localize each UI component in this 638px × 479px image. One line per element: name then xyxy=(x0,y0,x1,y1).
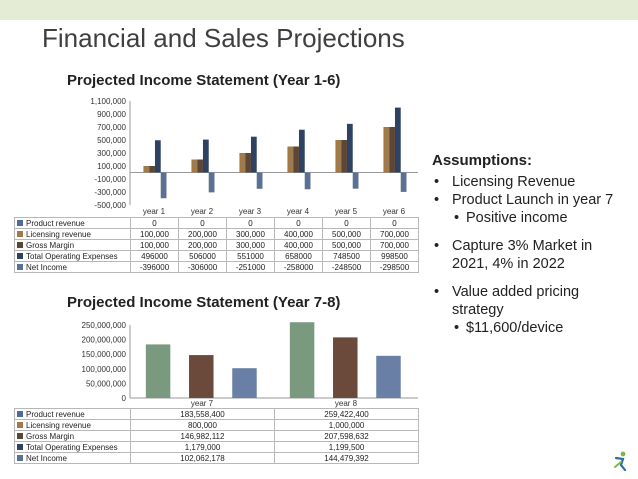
category-label: year 2 xyxy=(190,207,214,216)
table-cell: 400,000 xyxy=(275,229,323,240)
bar-net-income xyxy=(401,173,407,192)
table-cell: 400,000 xyxy=(275,240,323,251)
bar-product-revenue xyxy=(146,344,170,398)
bar-gross-margin xyxy=(245,153,251,173)
bar-gross-margin xyxy=(149,166,155,173)
table-cell: 0 xyxy=(275,218,323,229)
chart2-plot xyxy=(0,318,420,408)
bar-licensing-revenue xyxy=(191,160,197,173)
slide-title: Financial and Sales Projections xyxy=(42,23,405,53)
table-row xyxy=(15,453,419,464)
bar-gross-margin xyxy=(333,337,357,398)
bar-gross-margin xyxy=(197,160,203,173)
legend-text: Gross Margin xyxy=(26,240,75,250)
table-cell: 300,000 xyxy=(227,229,275,240)
table-cell: 500,000 xyxy=(323,240,371,251)
table-cell: 300,000 xyxy=(227,240,275,251)
legend-text: Product revenue xyxy=(26,409,85,419)
assumption-item: • Licensing Revenue xyxy=(432,173,628,191)
category-label: year 7 xyxy=(190,399,214,408)
legend-label xyxy=(15,251,131,262)
legend-text: Licensing revenue xyxy=(26,420,91,430)
y-tick-label: 100,000 xyxy=(97,162,126,171)
assumptions-panel xyxy=(432,152,628,337)
legend-label xyxy=(15,420,131,431)
bar-total-operating-expenses xyxy=(299,130,305,173)
table-cell: -258000 xyxy=(275,262,323,273)
bar-licensing-revenue xyxy=(143,166,149,173)
bar-gross-margin xyxy=(293,147,299,173)
legend-text: Net Income xyxy=(26,453,67,463)
chart1-data-table xyxy=(14,217,419,273)
table-cell: 200,000 xyxy=(179,229,227,240)
category-label: year 8 xyxy=(334,399,358,408)
y-tick-label: -500,000 xyxy=(94,201,126,210)
assumption-subitem: • Positive income xyxy=(432,209,628,227)
legend-label xyxy=(15,218,131,229)
y-tick-label: -300,000 xyxy=(94,188,126,197)
table-cell: 700,000 xyxy=(371,240,419,251)
legend-label xyxy=(15,262,131,273)
legend-label xyxy=(15,453,131,464)
table-cell: 144,479,392 xyxy=(275,453,419,464)
table-cell: 998500 xyxy=(371,251,419,262)
table-cell: 0 xyxy=(371,218,419,229)
y-tick-label: 500,000 xyxy=(97,136,126,145)
table-cell: 496000 xyxy=(131,251,179,262)
table-cell: 1,199,500 xyxy=(275,442,419,453)
assumption-item: • Value added pricing strategy xyxy=(432,283,628,319)
category-label: year 5 xyxy=(334,207,358,216)
legend-key xyxy=(17,242,23,248)
category-label: year 4 xyxy=(286,207,310,216)
chart2-data-table xyxy=(14,408,419,464)
bar-net-income xyxy=(257,173,263,189)
y-tick-label: 900,000 xyxy=(97,110,126,119)
table-cell: 551000 xyxy=(227,251,275,262)
table-cell: 700,000 xyxy=(371,229,419,240)
bar-gross-margin xyxy=(341,140,347,173)
y-tick-label: 100,000,000 xyxy=(81,364,126,374)
category-label: year 3 xyxy=(238,207,262,216)
assumptions-title: Assumptions: xyxy=(432,152,533,169)
table-row xyxy=(15,240,419,251)
table-cell: -298500 xyxy=(371,262,419,273)
table-cell: 183,558,400 xyxy=(131,409,275,420)
bar-net-income xyxy=(232,368,256,398)
table-cell: 0 xyxy=(179,218,227,229)
table-cell: 500,000 xyxy=(323,229,371,240)
bar-total-operating-expenses xyxy=(251,137,257,173)
y-tick-label: 200,000,000 xyxy=(81,335,126,345)
bar-net-income xyxy=(305,173,311,190)
table-row xyxy=(15,409,419,420)
company-logo-icon xyxy=(612,450,630,472)
bar-gross-margin xyxy=(389,127,395,173)
table-cell: -306000 xyxy=(179,262,227,273)
table-row xyxy=(15,442,419,453)
table-cell: -248500 xyxy=(323,262,371,273)
legend-label xyxy=(15,240,131,251)
legend-label xyxy=(15,442,131,453)
bar-net-income xyxy=(353,173,359,189)
legend-label xyxy=(15,229,131,240)
legend-text: Product revenue xyxy=(26,218,85,228)
bar-product-revenue xyxy=(290,322,314,398)
table-cell: 200,000 xyxy=(179,240,227,251)
chart1-plot xyxy=(0,95,420,217)
table-cell: 102,062,178 xyxy=(131,453,275,464)
y-tick-label: 50,000,000 xyxy=(85,379,126,389)
table-cell: 748500 xyxy=(323,251,371,262)
bar-total-operating-expenses xyxy=(155,140,161,172)
y-tick-label: 0 xyxy=(121,394,126,403)
table-row xyxy=(15,229,419,240)
legend-key xyxy=(17,444,23,450)
category-label: year 6 xyxy=(382,207,406,216)
table-cell: 506000 xyxy=(179,251,227,262)
bar-net-income xyxy=(376,356,400,398)
table-cell: -396000 xyxy=(131,262,179,273)
table-cell: 259,422,400 xyxy=(275,409,419,420)
header-band xyxy=(0,0,638,20)
assumption-item: • Capture 3% Market in 2021, 4% in 2022 xyxy=(432,237,628,273)
table-cell: 0 xyxy=(227,218,275,229)
bar-net-income xyxy=(161,173,167,199)
y-tick-label: 1,100,000 xyxy=(90,97,126,106)
table-cell: 658000 xyxy=(275,251,323,262)
bar-licensing-revenue xyxy=(383,127,389,173)
bar-total-operating-expenses xyxy=(395,108,401,173)
table-row xyxy=(15,251,419,262)
legend-text: Total Operating Expenses xyxy=(26,251,118,261)
table-row xyxy=(15,431,419,442)
bar-licensing-revenue xyxy=(239,153,245,173)
table-cell: 100,000 xyxy=(131,240,179,251)
assumption-item: • Product Launch in year 7 xyxy=(432,191,628,209)
y-tick-label: 700,000 xyxy=(97,123,126,132)
legend-key xyxy=(17,455,23,461)
legend-text: Licensing revenue xyxy=(26,229,91,239)
table-row xyxy=(15,262,419,273)
legend-key xyxy=(17,253,23,259)
bar-licensing-revenue xyxy=(335,140,341,173)
chart1-title: Projected Income Statement (Year 1-6) xyxy=(67,72,341,89)
y-tick-label: 250,000,000 xyxy=(81,321,126,330)
category-label: year 1 xyxy=(142,207,166,216)
table-cell: 0 xyxy=(131,218,179,229)
legend-key xyxy=(17,220,23,226)
table-cell: 146,982,112 xyxy=(131,431,275,442)
bar-net-income xyxy=(209,173,215,193)
legend-key xyxy=(17,264,23,270)
bar-total-operating-expenses xyxy=(347,124,353,173)
y-tick-label: -100,000 xyxy=(94,175,126,184)
bar-licensing-revenue xyxy=(287,147,293,173)
legend-text: Total Operating Expenses xyxy=(26,442,118,452)
table-cell: 800,000 xyxy=(131,420,275,431)
legend-key xyxy=(17,411,23,417)
legend-key xyxy=(17,231,23,237)
assumption-subitem: • $11,600/device xyxy=(432,319,628,337)
legend-text: Gross Margin xyxy=(26,431,75,441)
table-row xyxy=(15,420,419,431)
y-tick-label: 300,000 xyxy=(97,149,126,158)
chart2-title: Projected Income Statement (Year 7-8) xyxy=(67,294,341,311)
bar-gross-margin xyxy=(189,355,213,398)
table-cell: 207,598,632 xyxy=(275,431,419,442)
table-cell: 100,000 xyxy=(131,229,179,240)
legend-key xyxy=(17,422,23,428)
table-cell: 1,000,000 xyxy=(275,420,419,431)
table-cell: 1,179,000 xyxy=(131,442,275,453)
legend-label xyxy=(15,431,131,442)
bar-total-operating-expenses xyxy=(203,140,209,173)
legend-text: Net Income xyxy=(26,262,67,272)
legend-label xyxy=(15,409,131,420)
y-tick-label: 150,000,000 xyxy=(81,350,126,360)
table-cell: 0 xyxy=(323,218,371,229)
table-row xyxy=(15,218,419,229)
table-cell: -251000 xyxy=(227,262,275,273)
legend-key xyxy=(17,433,23,439)
